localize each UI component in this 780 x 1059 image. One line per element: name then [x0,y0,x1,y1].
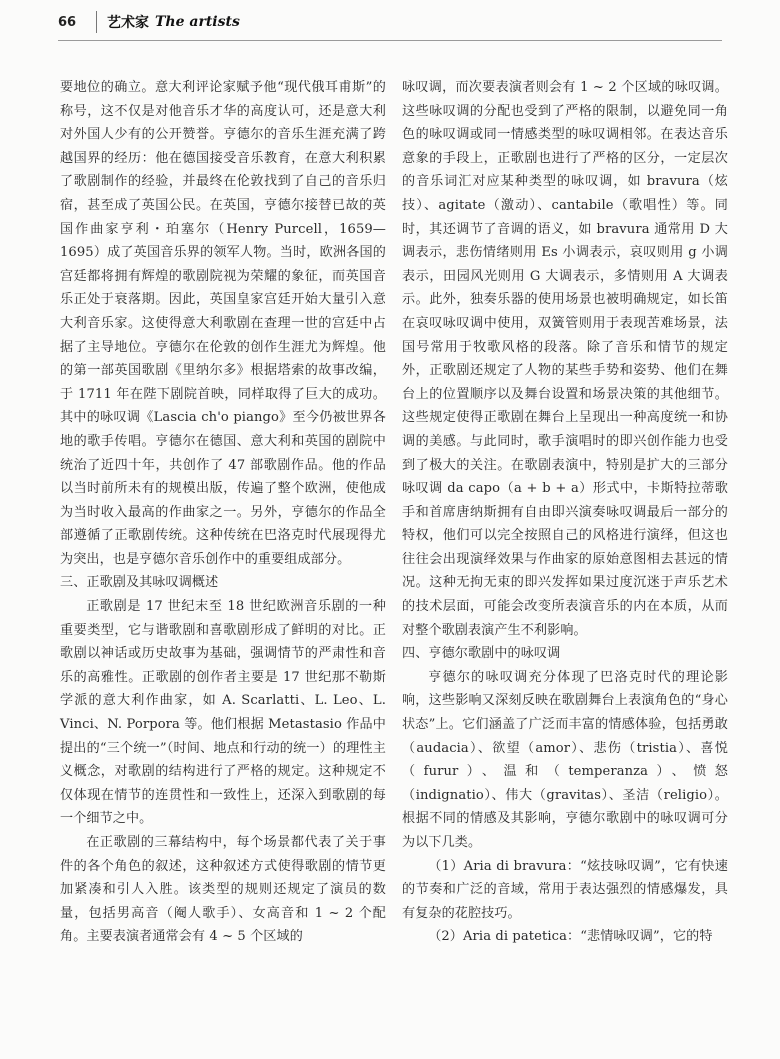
list-item: （1）Aria di bravura：“炫技咏叹调”，它有快速的节奏和广泛的音域，常用于表达强烈的情感爆发，具有复杂的花腔技巧。 [402,858,728,921]
page-header [58,8,240,36]
paragraph: 亨德尔的咏叹调充分体现了巴洛克时代的理论影响，这些影响又深刻反映在歌剧舞台上表演角色的“身心状态”上。它们涵盖了广泛而丰富的情感体验，包括勇敢（audacia）、欲望（amor）、悲伤（tristia）、喜悦（furur）、温和（temperanza）、愤怒（indignatio）、伟大（gravitas）、圣洁（religio）。根据不同的情感及其影响，亨德尔歌剧中的咏叹调可分为以下几类。 [402,669,728,850]
paragraph: 要地位的确立。意大利评论家赋予他“现代俄耳甫斯”的称号，这不仅是对他音乐才华的高度认可，还是意大利对外国人少有的公开赞誉。亨德尔的音乐生涯充满了跨越国界的经历：他在德国接受音乐教育，在意大利积累了歌剧制作的经验，并最终在伦敦找到了自己的音乐归宿，甚至成了英国公民。在英国，亨德尔接替已故的英国作曲家亨利・珀塞尔（Henry Purcell，1659—1695）成了英国音乐界的领军人物。当时，欧洲各国的宫廷都将拥有辉煌的歌剧院视为荣耀的象征，而英国音乐正处于衰落期。因此，英国皇家宫廷开始大量引入意大利音乐家。这使得意大利歌剧在查理一世的宫廷中占据了主导地位。亨德尔在伦敦的创作生涯尤为辉煌。他的第一部英国歌剧《里纳尔多》根据塔索的故事改编，于 1711 年在陛下剧院首映，同样取得了巨大的成功。其中的咏叹调《Lascia ch'o piango》至今仍被世界各地的歌手传唱。亨德尔在德国、意大利和英国的剧院中统治了近四十年，共创作了 47 部歌剧作品。他的作品以当时前所未有的规模出版，传遍了整个欧洲，使他成为当时收入最高的作曲家之一。另外，亨德尔的作品全部遵循了正歌剧传统。这种传统在巴洛克时代展现得尤为突出，也是亨德尔音乐创作中的重要组成部分。 [60,80,386,567]
paragraph: 正歌剧是 17 世纪末至 18 世纪欧洲音乐剧的一种重要类型，它与谐歌剧和喜歌剧形成了鲜明的对比。正歌剧以神话或历史故事为基础，强调情节的严肃性和音乐的高雅性。正歌剧的创作者主要是 17 世纪那不勒斯学派的意大利作曲家，如 A. Scarlatti、L. Leo、L. Vinci、N. Porpora 等。他们根据 Metastasio 作品中提出的“三个统一”（时间、地点和行动的统一）的理性主义概念，对歌剧的结构进行了严格的规定。这种规定不仅体现在情节的连贯性和一致性上，还深入到歌剧的每一个细节之中。 [60,599,386,827]
header-rule [58,40,722,41]
section-heading: 三、正歌剧及其咏叹调概述 [60,575,219,591]
list-item: （2）Aria di patetica：“悲情咏叹调”，它的特 [428,929,713,945]
right-column [402,76,728,949]
header-divider [96,11,97,33]
magazine-title-en: The artists [155,14,240,30]
paragraph: 咏叹调，而次要表演者则会有 1 ~ 2 个区域的咏叹调。这些咏叹调的分配也受到了严格的限制，以避免同一角色的咏叹调或同一情感类型的咏叹调相邻。在表达音乐意象的手段上，正歌剧也进行了严格的区分，一定层次的音乐词汇对应某种类型的咏叹调，如 bravura（炫技）、agitate（激动）、cantabile（歌唱性）等。同时，其还调节了音调的语义，如 bravura 通常用 D 大调表示，悲伤情绪则用 Es 小调表示，哀叹则用 g 小调表示，田园风光则用 G 大调表示，多情则用 A 大调表示。此外，独奏乐器的使用场景也被明确规定，如长笛在哀叹咏叹调中使用，双簧管则用于表现苦难场景，法国号常用于牧歌风格的段落。除了音乐和情节的规定外，正歌剧还规定了人物的某些手势和姿势、他们在舞台上的位置顺序以及舞台设置和场景决策的其他细节。这些规定使得正歌剧在舞台上呈现出一种高度统一和协调的美感。与此同时，歌手演唱时的即兴创作能力也受到了极大的关注。在歌剧表演中，特别是扩大的三部分咏叹调 da capo（a + b + a）形式中，卡斯特拉蒂歌手和首席唐纳斯拥有自由即兴演奏咏叹调最后一部分的特权，他们可以完全按照自己的风格进行演绎，但这也往往会出现演绎效果与作曲家的原始意图相去甚远的情况。这种无拘无束的即兴发挥如果过度沉迷于声乐艺术的技术层面，可能会改变所表演音乐的内在本质，从而对整个歌剧表演产生不利影响。 [402,80,728,638]
paragraph: 在正歌剧的三幕结构中，每个场景都代表了关于事件的各个角色的叙述，这种叙述方式使得歌剧的情节更加紧凑和引人入胜。该类型的规则还规定了演员的数量，包括男高音（阉人歌手）、女高音和 1 ~ 2 个配角。主要表演者通常会有 4 ~ 5 个区域的 [60,835,386,945]
page-number: 66 [58,14,77,30]
section-heading: 四、亨德尔歌剧中的咏叹调 [402,646,561,662]
magazine-title-cn: 艺术家 [107,15,149,31]
left-column [60,76,386,949]
